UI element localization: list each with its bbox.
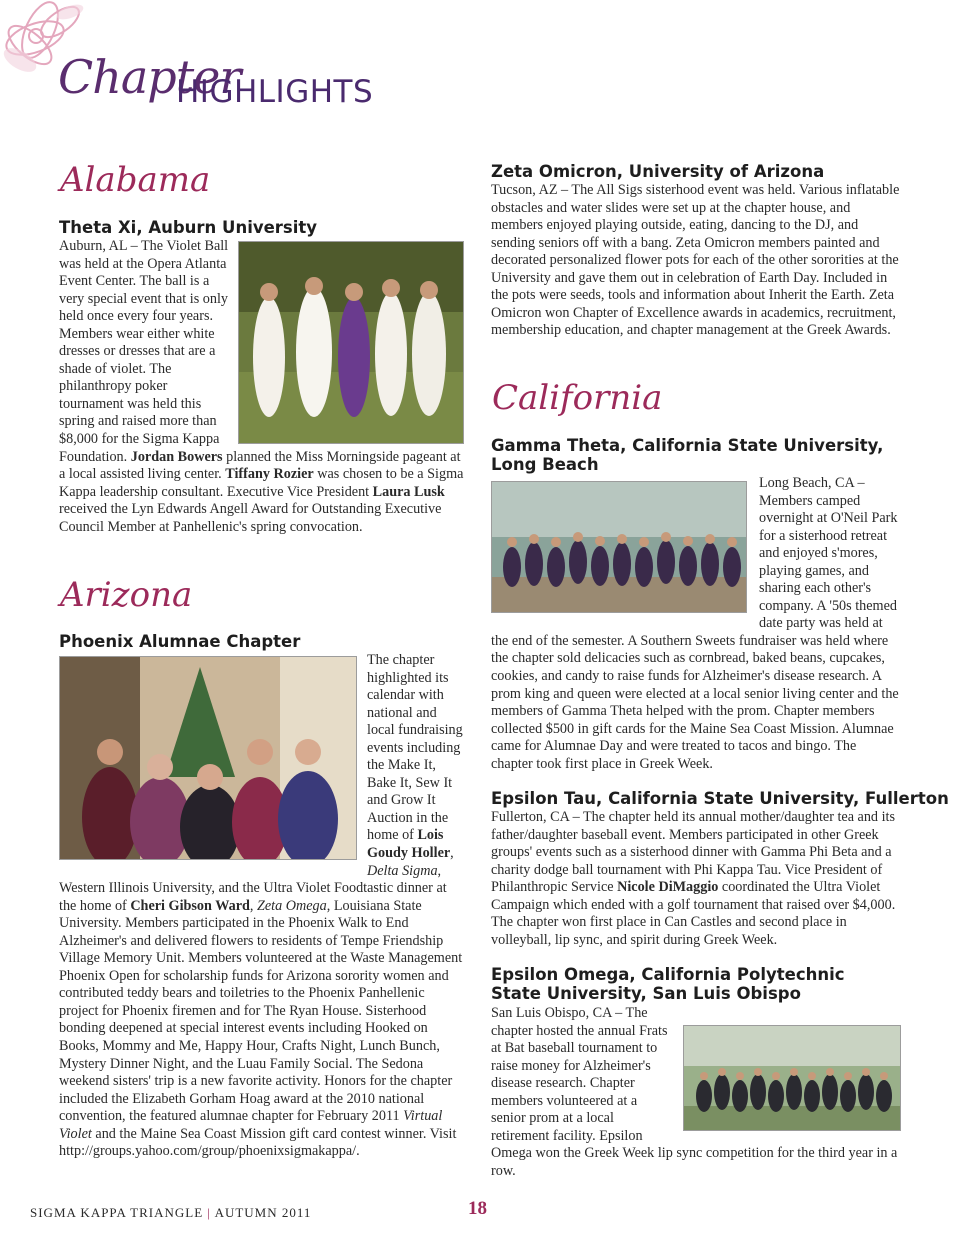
- arizona-article: The chapter highlighted its calendar with national and local fundraising events including the Make It, Bake It, Sew It and Grow It Auction in the home of Lois Goudy Holler, Delta Sigma, Western Illinois University, and the Ultra Violet Foodtastic dinner at the home of Cheri Gibson Ward, Zeta Omega, Louisiana State University. Members participated in the Phoenix Walk to End Alzheimer's and delivered flowers to residents of Tempe Friendship Village Memory Unit. Members volunteered at the Waste Management Phoenix Open for scholarship funds for Arizona sorority women and contributed teddy bears and toiletries to the Phoenix Panhellenic project for Phoenix firemen and for The Ryan House. Sisterhood bonding deepened at special interest events including Hooked on Books, Mommy and Me, Happy Hour, Crafts Night, Lunch Bunch, Mystery Dinner Night, and the Luau Family Social. The Sedona weekend sisters' trip is a new favorite activity. Honors for the chapter included the Elizabeth Gorham Hoag award at the 2010 national convention, the featured alumnae chapter for February 2011 Virtual Violet and the Maine Sea Coast Mission gift card contest winner. Visit http://groups.yahoo.com/group/phoenixsigmakappa/.: [59, 652, 463, 1160]
- chapter-heading-zeta-omicron: Zeta Omicron, University of Arizona: [491, 162, 825, 181]
- person-name: Nicole DiMaggio: [617, 879, 719, 896]
- chapter-heading-theta-xi: Theta Xi, Auburn University: [59, 218, 318, 237]
- epsilon-omega-article: San Luis Obispo, CA – The chapter hosted the annual Frats at Bat baseball tournament to raise money for Alzheimer's disease research. Chapter members volunteered at a senior prom at a local retirement facility. Epsilon Omega won the Greek Week lip sync competition for the third year in a row.: [491, 1005, 901, 1180]
- person-name: Jordan Bowers: [130, 448, 223, 465]
- chapter-heading-phoenix-alumnae: Phoenix Alumnae Chapter: [59, 632, 301, 651]
- state-heading-arizona: Arizona: [60, 575, 193, 615]
- chapter-heading-epsilon-tau: Epsilon Tau, California State University, Fullerton: [491, 789, 949, 808]
- photo-gamma-theta-retreat: [491, 481, 747, 613]
- page-number: 18: [468, 1198, 487, 1219]
- publication-italic: Virtual Violet: [59, 1108, 443, 1142]
- state-heading-california: California: [492, 378, 663, 418]
- chapter-heading-epsilon-omega: Epsilon Omega, California Polytechnic State University, San Luis Obispo: [491, 965, 845, 1003]
- photo-epsilon-omega-group: [683, 1025, 901, 1131]
- person-name: Lois Goudy Holler: [367, 827, 451, 862]
- chapter-italic: Zeta Omega: [256, 897, 327, 914]
- footer-separator: |: [207, 1205, 212, 1220]
- chapter-italic: Delta Sigma: [367, 862, 438, 879]
- alabama-article: Auburn, AL – The Violet Ball was held at the Opera Atlanta Event Center. The ball is a very special event that is only held once every four years. Members wear either white dresses or dresses that are a shade of violet. The philanthropy poker tournament was held this spring and raised more than $8,000 for the Sigma Kappa Foundation. Jordan Bowers planned the Miss Morningside pageant at a local assisted living center. Tiffany Rozier was chosen to be a Sigma Kappa leadership consultant. Executive Vice President Laura Lusk received the Lyn Edwards Angell Award for Outstanding Executive Council Member at Panhellenic's spring convocation.: [59, 238, 464, 535]
- chapter-heading-gamma-theta: Gamma Theta, California State University, Long Beach: [491, 436, 884, 474]
- state-heading-alabama: Alabama: [60, 160, 211, 200]
- header-title: HIGHLIGHTS: [176, 74, 374, 110]
- epsilon-tau-article: Fullerton, CA – The chapter held its annual mother/daughter tea and its father/daughter baseball event. Members participated in other Greek groups' events such as a sisterhood dinner with Gamma Phi Beta and a charity dodge ball tournament with Phi Kappa Tau. Vice President of Philanthropic Service Nicole DiMaggio coordinated the Ultra Violet Campaign which ended with a golf tournament that raised over $4,000. The chapter won first place in Can Castles and second place in volleyball, lip sync, and spirit during Greek Week.: [491, 809, 896, 948]
- photo-phoenix-alumnae: [59, 656, 357, 860]
- gamma-theta-article: Long Beach, CA – Members camped overnight at O'Neil Park for a sisterhood retreat and enjoyed s'mores, playing games, and sharing each other's company. A '50s themed date party was held at the end of the semester. A Southern Sweets fundraiser was held where the chapter sold delicacies such as cornbread, baked beans, cupcakes, cookies, and candy to raise funds for Alzheimer's disease research. A prom king and queen were elected at a local senior living center and the members of Gamma Theta helped with the prom. Chapter members collected $500 in gift cards for the Maine Sea Coast Mission. Alumnae came for Alumnae Day and were treated to tacos and bingo. The chapter took first place in Greek Week.: [491, 475, 899, 772]
- photo-violet-ball: [238, 241, 464, 444]
- footer-publication: SIGMA KAPPA TRIANGLE | AUTUMN 2011: [30, 1205, 312, 1220]
- header-script-word: Chapter: [58, 50, 241, 104]
- person-name: Tiffany Rozier: [225, 466, 314, 483]
- person-name: Cheri Gibson Ward: [130, 897, 250, 914]
- person-name: Laura Lusk: [372, 483, 445, 500]
- zeta-omicron-article: Tucson, AZ – The All Sigs sisterhood event was held. Various inflatable obstacles and water slides were set up at the chapter house, and members enjoyed playing outside, eating, dancing to the DJ, and sending seniors off with a bang. Zeta Omicron members painted and decorated personalized flower pots for each of the other sororities at the University and gave them out in celebration of Earth Day. Included in the pots were seeds, tools and information about Inherit the Earth. Zeta Omicron won Chapter of Excellence awards in academics, recruitment, membership education, and chapter management at the Greek Awards.: [491, 182, 900, 339]
